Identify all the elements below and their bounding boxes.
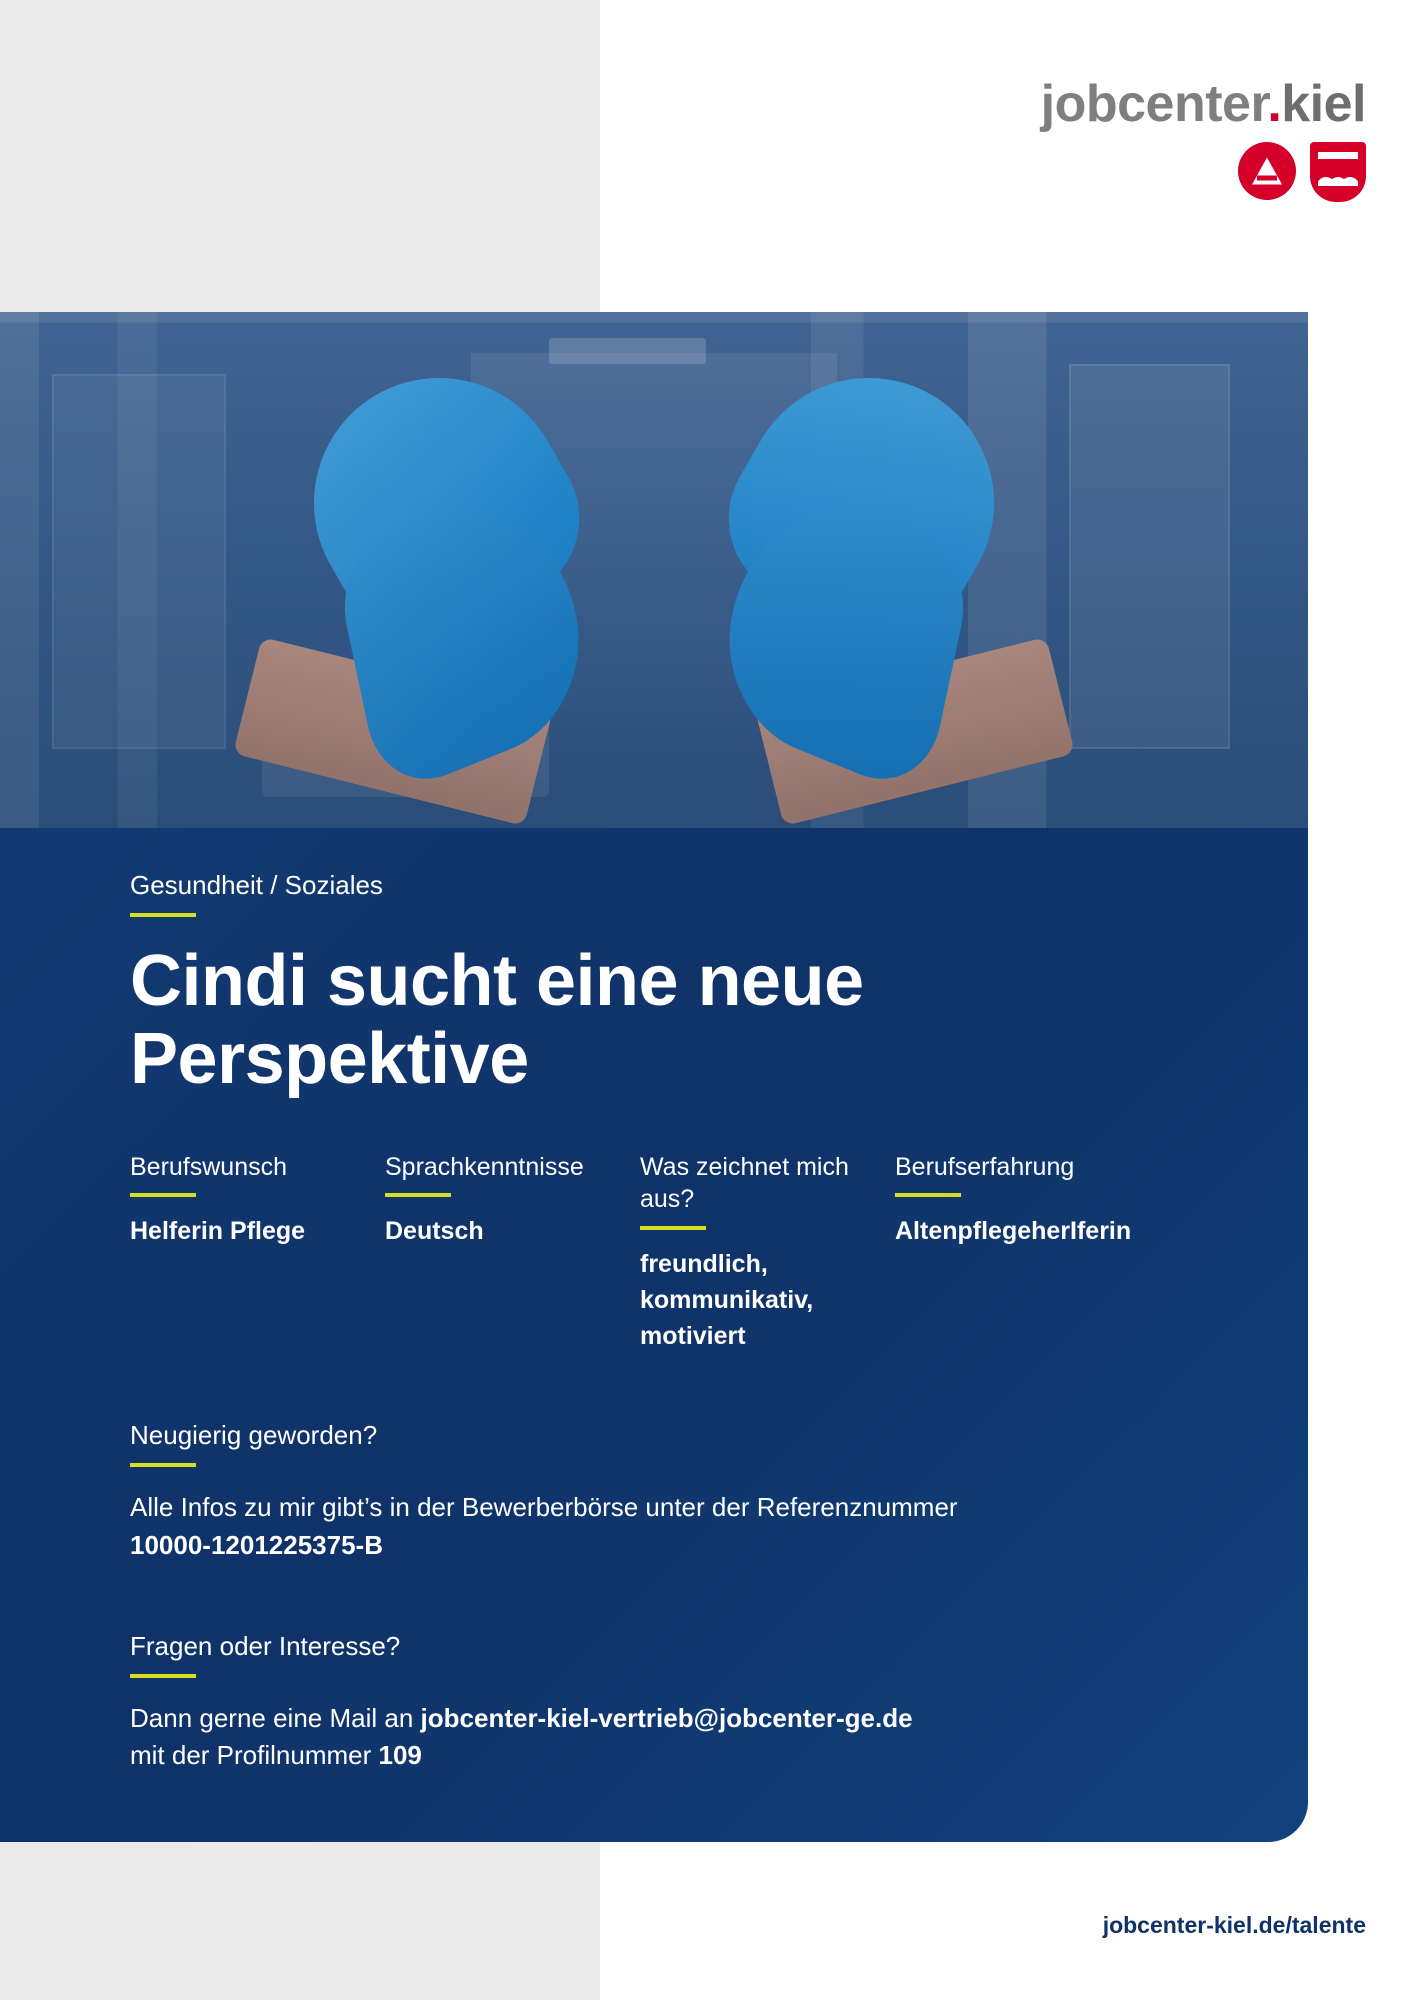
- fact-item: [895, 1151, 1150, 1355]
- profile-number: 109: [378, 1740, 422, 1771]
- curious-title: Neugierig geworden?: [130, 1420, 378, 1451]
- brand-name-sub: kiel: [1281, 75, 1366, 133]
- accent-rule: [130, 1674, 196, 1678]
- fact-value: Deutsch: [385, 1217, 484, 1245]
- contact-email[interactable]: jobcenter-kiel-vertrieb@jobcenter-ge.de: [420, 1702, 913, 1733]
- poster-content-panel: [0, 828, 1308, 1842]
- page-title: Cindi sucht eine neue Perspektive: [130, 941, 864, 1099]
- brand-logo: [1040, 75, 1366, 202]
- profile-text: mit der Profilnummer: [130, 1740, 379, 1771]
- brand-name-dot: .: [1267, 75, 1282, 133]
- fact-label: Sprachkenntnisse: [385, 1152, 584, 1181]
- fact-label: Berufswunsch: [130, 1152, 288, 1181]
- fact-item: [640, 1151, 895, 1355]
- fact-label: Berufserfahrung: [895, 1152, 1075, 1181]
- bundesagentur-logo-icon: [1238, 142, 1296, 200]
- contact-text: Dann gerne eine Mail an: [130, 1702, 421, 1733]
- accent-rule: [130, 1463, 196, 1467]
- brand-name-main: jobcenter: [1040, 75, 1268, 133]
- fact-item: [385, 1151, 640, 1355]
- contact-body: [130, 1700, 1178, 1775]
- curious-block: [130, 1420, 1178, 1564]
- contact-title: Fragen oder Interesse?: [130, 1630, 401, 1661]
- accent-rule: [130, 913, 196, 917]
- footer-url[interactable]: jobcenter-kiel.de/talente: [1102, 1912, 1366, 1938]
- fact-value: Helferin Pflege: [130, 1217, 306, 1245]
- gloved-hands-heart-illustration: [214, 356, 1094, 826]
- reference-number: 10000-1201225375-B: [130, 1529, 383, 1560]
- fact-value: freundlich, kommunikativ, motiviert: [640, 1249, 814, 1350]
- kiel-crest-icon: [1310, 142, 1366, 202]
- fact-item: [130, 1151, 385, 1355]
- category-label: Gesundheit / Soziales: [130, 870, 383, 900]
- curious-body: [130, 1489, 1178, 1564]
- fact-value: AltenpflegeherIferin: [895, 1217, 1132, 1245]
- contact-block: [130, 1631, 1178, 1775]
- facts-row: [130, 1151, 1178, 1355]
- accent-rule: [130, 1193, 196, 1197]
- curious-text: Alle Infos zu mir gibt’s in der Bewerberbörse unter der Referenznummer: [130, 1492, 958, 1523]
- hero-photo: [0, 312, 1308, 828]
- accent-rule: [640, 1226, 706, 1230]
- brand-badges: [1041, 142, 1366, 202]
- brand-wordmark: [1040, 75, 1366, 133]
- accent-rule: [385, 1193, 451, 1197]
- poster-card: [0, 312, 1308, 1842]
- accent-rule: [895, 1193, 961, 1197]
- fact-label: Was zeichnet mich aus?: [640, 1152, 849, 1213]
